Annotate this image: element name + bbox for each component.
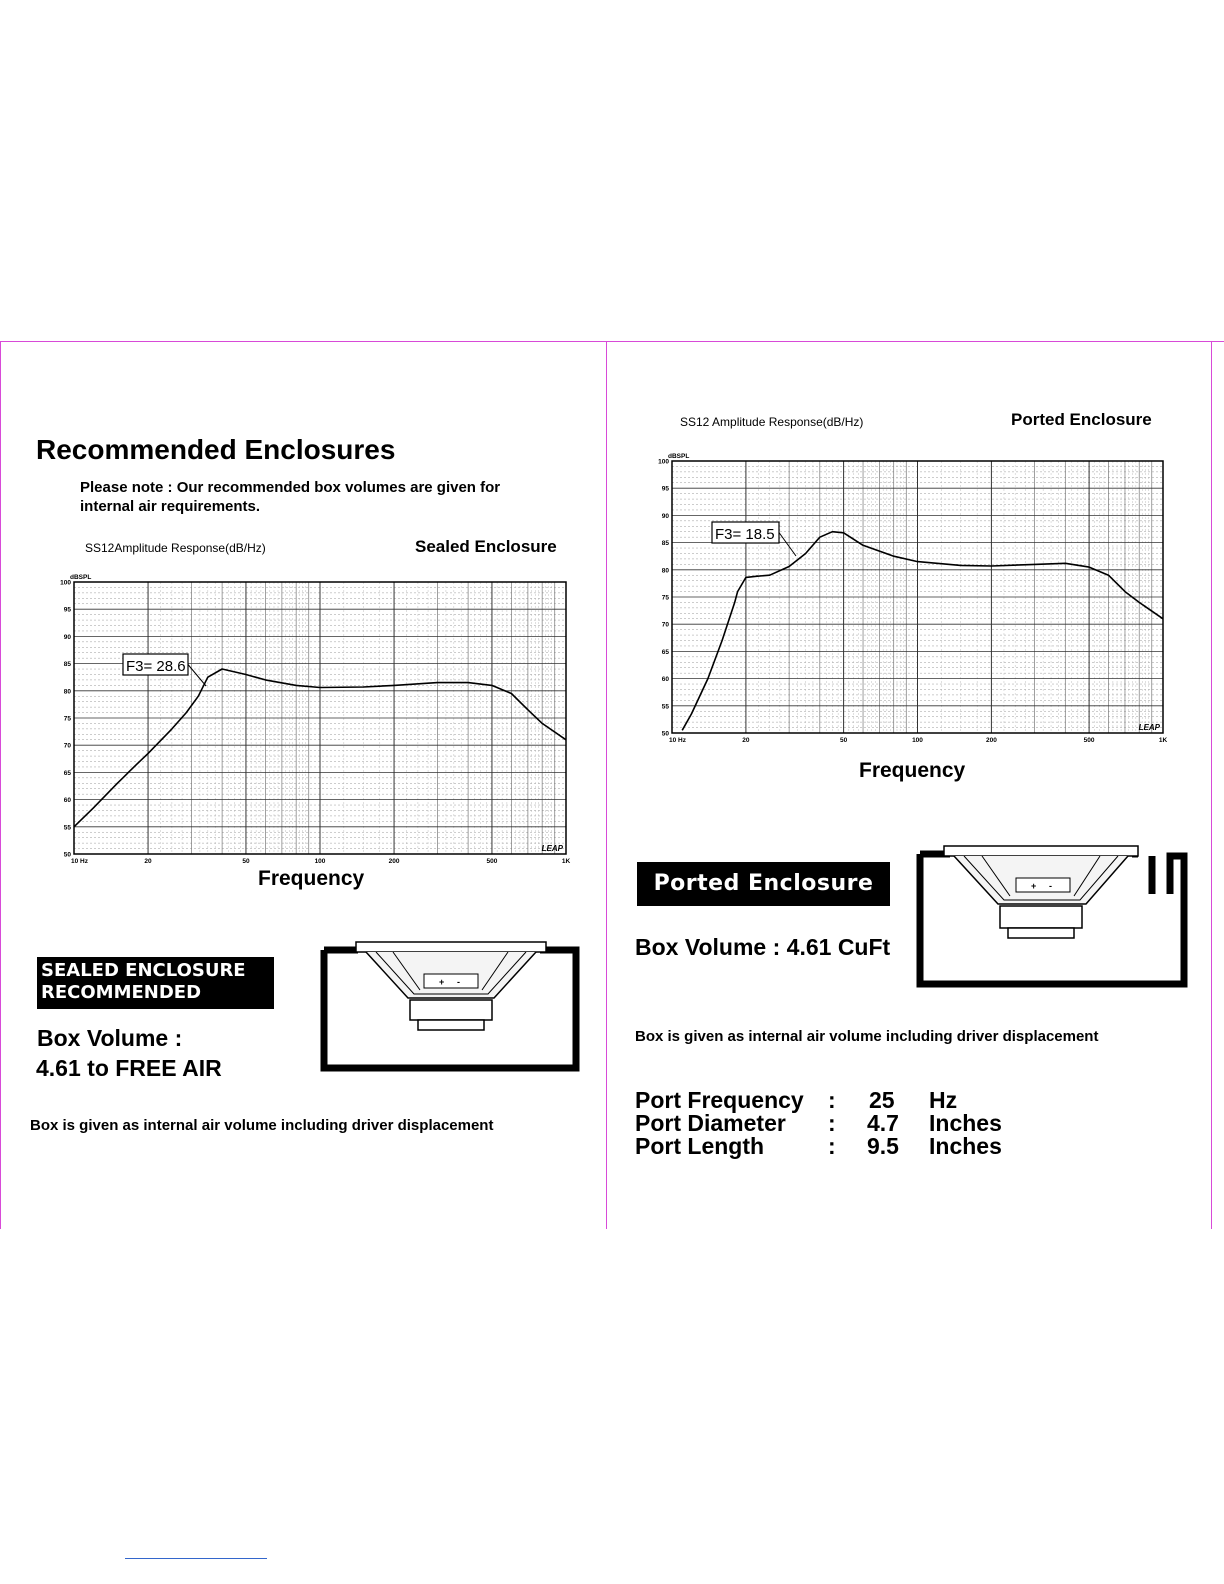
y-tick-label: 90	[63, 633, 71, 641]
port-length-label: Port Length	[635, 1133, 765, 1159]
y-tick-label: 95	[661, 485, 669, 493]
y-axis-unit: dBSPL	[668, 453, 690, 460]
port-length-unit: Inches	[929, 1133, 1002, 1159]
page-border-right	[1211, 341, 1212, 1229]
f3-leader-line	[188, 665, 206, 687]
page-heading: Recommended Enclosures	[36, 434, 396, 465]
ported-volume-unit: CuFt	[837, 934, 891, 960]
x-tick-label: 500	[1083, 737, 1095, 744]
ported-enclosure-badge: Ported Enclosure	[637, 862, 890, 906]
x-tick-label: 500	[486, 858, 498, 865]
y-tick-label: 60	[63, 797, 71, 805]
y-tick-label: 65	[661, 648, 669, 656]
ported-volume-label: Box Volume :	[635, 934, 781, 960]
f3-annotation-text: F3= 18.5	[715, 526, 775, 543]
y-tick-label: 65	[63, 769, 71, 777]
ported-response-chart	[600, 445, 1200, 750]
ported-box-illustration	[914, 842, 1194, 992]
y-tick-label: 80	[661, 567, 669, 575]
sealed-volume-number: 4.61	[36, 1055, 81, 1081]
f3-leader-line	[779, 533, 796, 557]
port-length-sep: :	[828, 1133, 836, 1159]
ported-box-volume	[635, 934, 890, 961]
ported-enclosure-label: Ported Enclosure	[1011, 410, 1152, 429]
x-tick-label: 1K	[561, 858, 571, 865]
port-diameter-value: 4.7	[867, 1110, 899, 1136]
port-frequency-value: 25	[869, 1087, 895, 1113]
sealed-chart-title: SS12Amplitude Response(dB/Hz)	[85, 541, 266, 555]
sealed-box-volume-value	[36, 1055, 222, 1082]
port-frequency-label: Port Frequency	[635, 1087, 804, 1113]
ported-chart-title: SS12 Amplitude Response(dB/Hz)	[680, 415, 864, 429]
x-tick-label: 20	[742, 737, 750, 744]
ported-frequency-label: Frequency	[859, 759, 966, 782]
y-tick-label: 75	[63, 715, 71, 723]
y-tick-label: 55	[63, 824, 71, 832]
svg-text:+: +	[1031, 881, 1037, 891]
badge-line-2: RECOMMENDED	[41, 982, 202, 1003]
response-curve	[682, 532, 1163, 731]
svg-text:-: -	[457, 977, 460, 987]
note-line-2: internal air requirements.	[80, 498, 261, 515]
x-tick-label: 200	[985, 737, 997, 744]
x-tick-label: 20	[144, 858, 152, 865]
y-tick-label: 70	[63, 742, 71, 750]
port-length-row	[635, 1134, 1195, 1158]
y-tick-label: 85	[63, 661, 71, 669]
badge-line-1: SEALED ENCLOSURE	[41, 960, 246, 981]
x-tick-label: 50	[242, 858, 250, 865]
sealed-box-volume-label: Box Volume :	[37, 1025, 183, 1051]
y-tick-label: 100	[658, 458, 669, 466]
port-diameter-row	[635, 1111, 1195, 1135]
y-axis-unit: dBSPL	[70, 574, 92, 581]
sealed-enclosure-label: Sealed Enclosure	[415, 537, 557, 556]
port-frequency-unit: Hz	[929, 1087, 958, 1113]
note-line-1: Please note : Our recommended box volumes are given for	[80, 479, 501, 496]
sealed-disclaimer: Box is given as internal air volume including driver displacement	[30, 1117, 494, 1134]
y-tick-label: 50	[63, 851, 71, 859]
svg-text:-: -	[1049, 881, 1052, 891]
y-tick-label: 70	[661, 621, 669, 629]
port-diameter-sep: :	[828, 1110, 836, 1136]
x-tick-label: 200	[388, 858, 400, 865]
y-tick-label: 90	[661, 512, 669, 520]
port-frequency-row	[635, 1088, 1195, 1112]
sealed-volume-suffix: to FREE AIR	[87, 1055, 222, 1081]
brand-logo: LEAP	[1138, 723, 1160, 732]
x-tick-label: 10 Hz	[669, 737, 686, 744]
ported-volume-number: 4.61	[786, 934, 832, 960]
sealed-recommended-badge	[37, 957, 274, 1009]
y-tick-label: 50	[661, 730, 669, 738]
x-tick-label: 100	[314, 858, 326, 865]
page-border-top	[0, 341, 1224, 342]
y-tick-label: 80	[63, 688, 71, 696]
y-tick-label: 75	[661, 594, 669, 602]
brand-logo: LEAP	[541, 844, 563, 853]
y-tick-label: 55	[661, 703, 669, 711]
x-tick-label: 50	[839, 737, 848, 744]
f3-annotation-text: F3= 28.6	[126, 658, 186, 675]
sealed-response-chart	[0, 565, 600, 870]
port-diameter-label: Port Diameter	[635, 1110, 786, 1136]
y-tick-label: 95	[63, 606, 71, 614]
sealed-box-illustration	[318, 938, 584, 1074]
x-tick-label: 1K	[1158, 737, 1168, 744]
port-frequency-sep: :	[828, 1087, 836, 1113]
port-length-value: 9.5	[867, 1133, 899, 1159]
svg-text:+: +	[439, 977, 445, 987]
y-tick-label: 85	[661, 540, 669, 548]
sealed-frequency-label: Frequency	[258, 867, 365, 890]
y-tick-label: 100	[60, 579, 71, 587]
x-tick-label: 10 Hz	[71, 858, 88, 865]
x-tick-label: 100	[912, 737, 923, 744]
footer-rule	[125, 1558, 267, 1559]
y-tick-label: 60	[661, 676, 669, 684]
port-diameter-unit: Inches	[929, 1110, 1002, 1136]
ported-disclaimer: Box is given as internal air volume including driver displacement	[635, 1028, 1099, 1045]
